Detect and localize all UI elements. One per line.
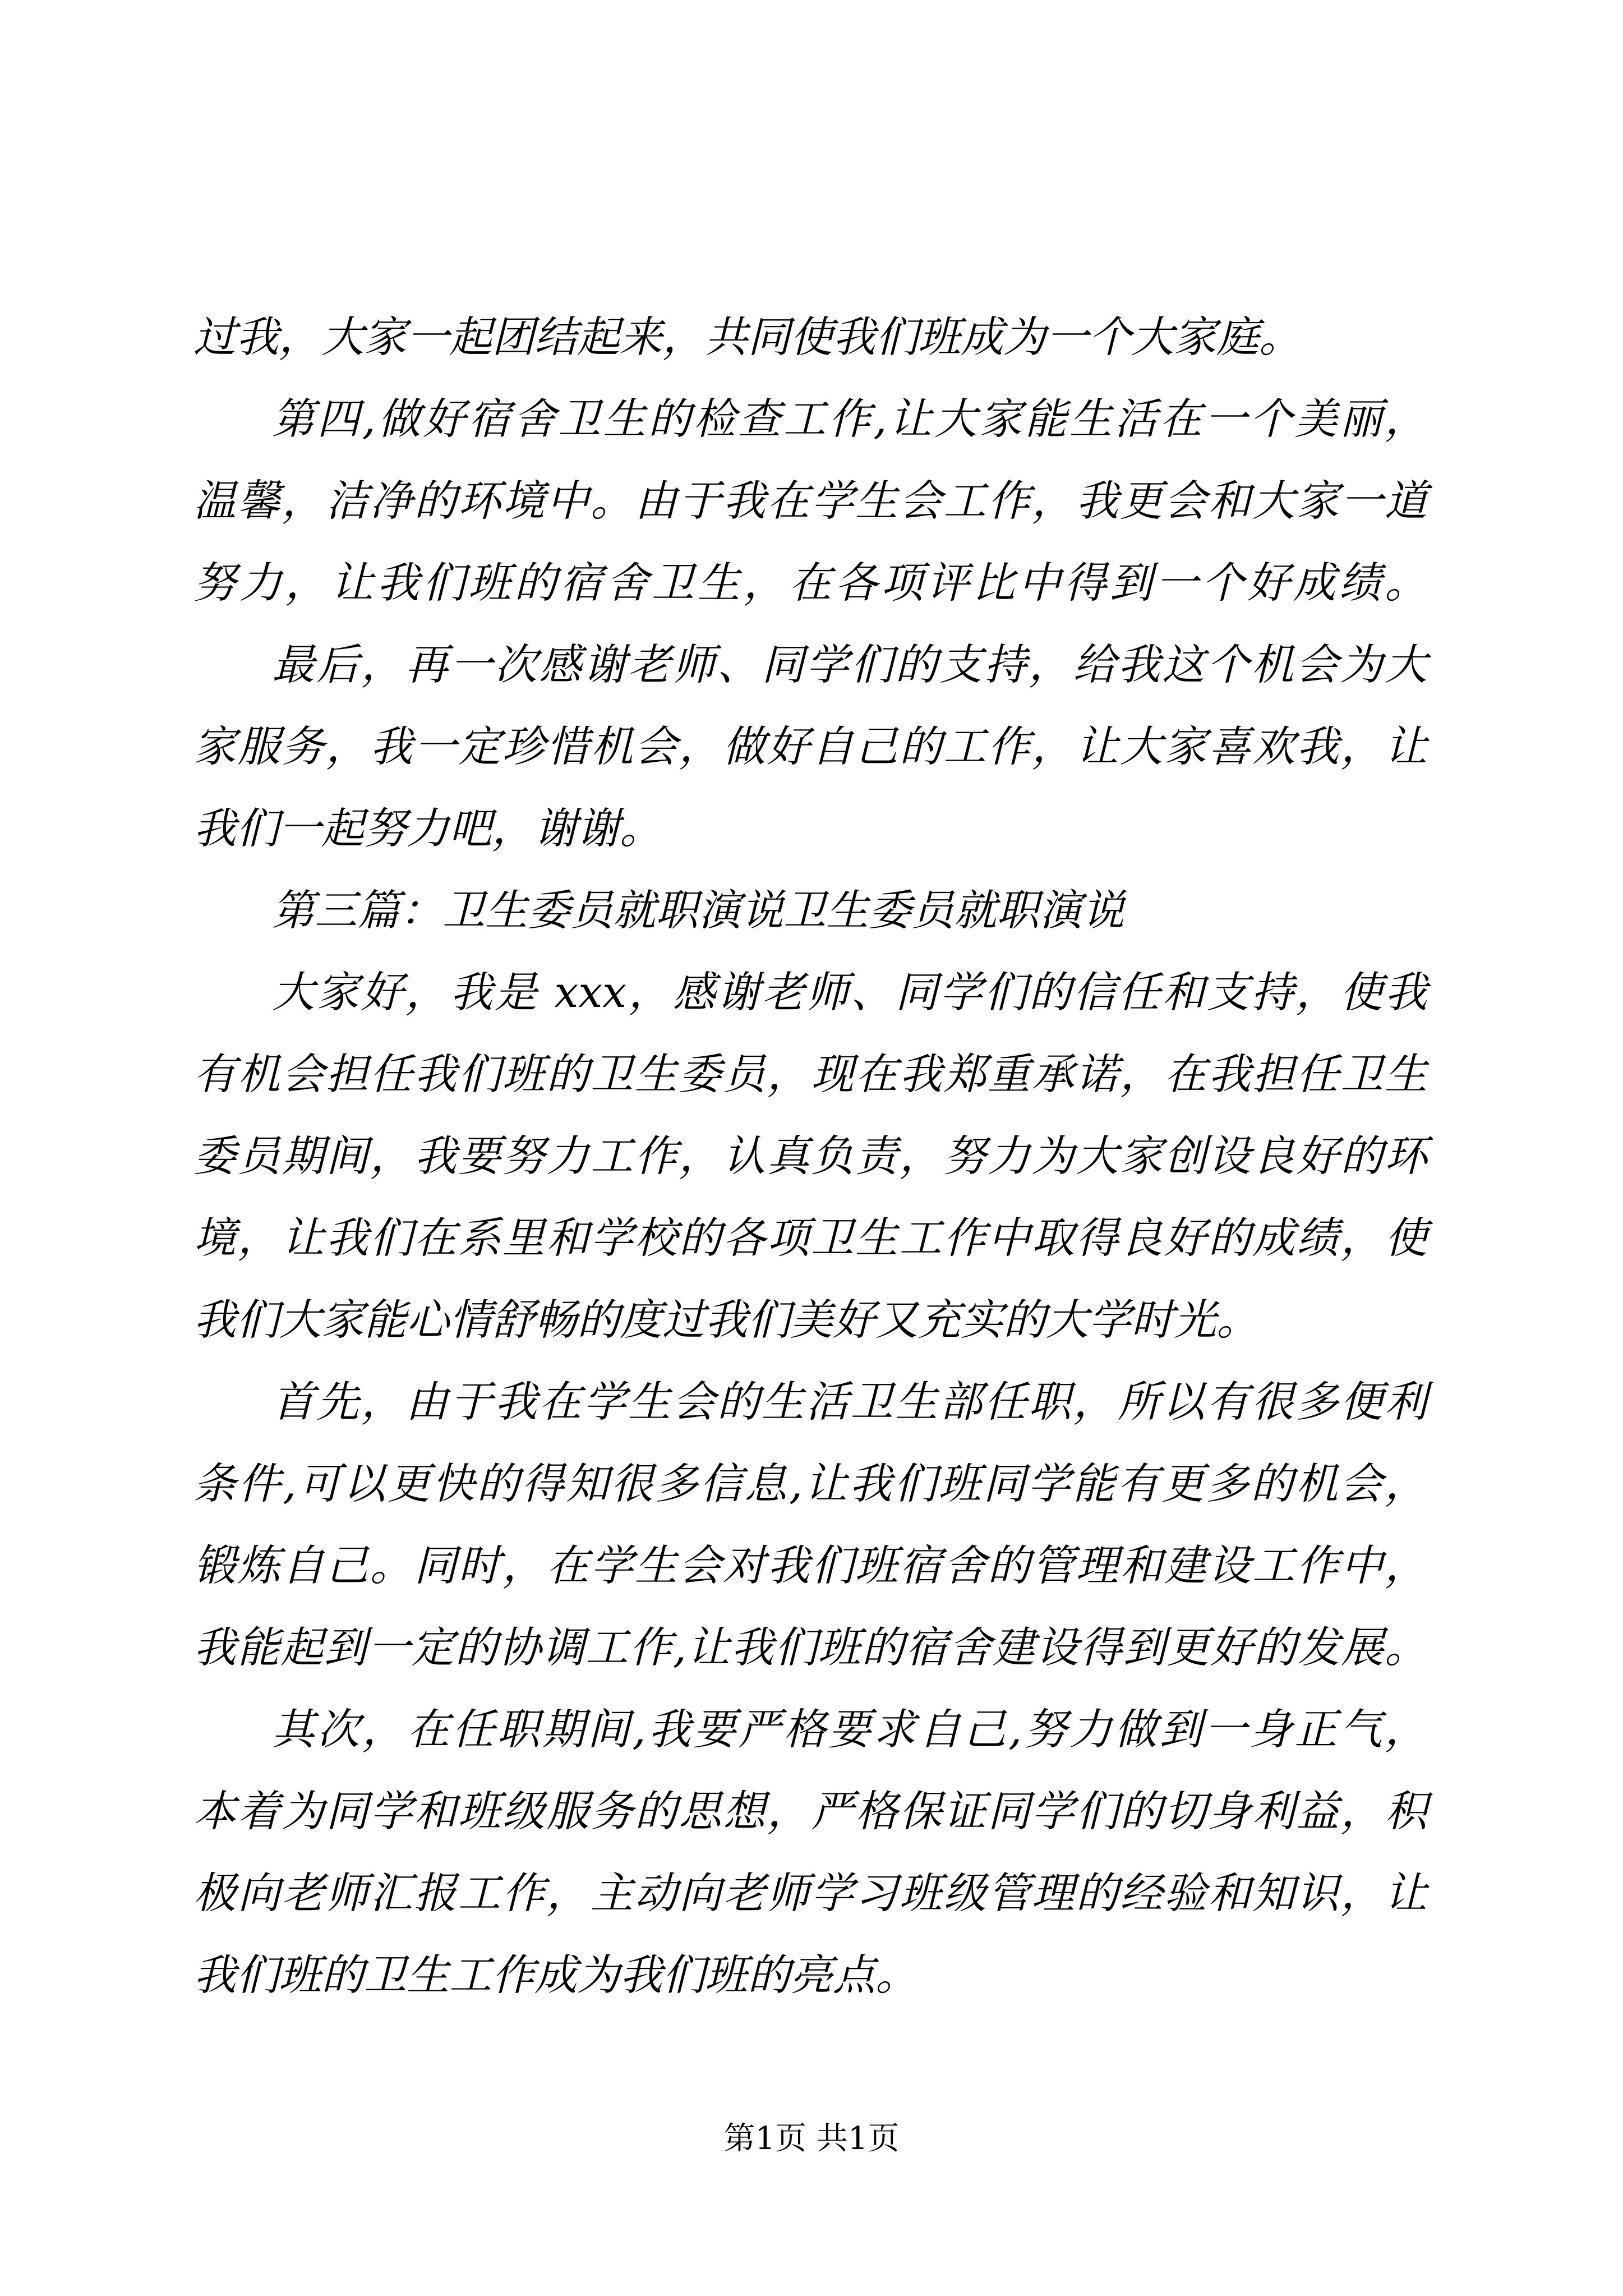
text-line: 锻炼自己。同时，在学生会对我们班宿舍的管理和建设工作中， [193, 1540, 1427, 1590]
text-line: 首先，由于我在学生会的生活卫生部任职，所以有很多便利 [272, 1377, 1427, 1427]
text-line: 极向老师汇报工作，主动向老师学习班级管理的经验和知识，让 [193, 1868, 1427, 1918]
text-line: 我们大家能心情舒畅的度过我们美好又充实的大学时光。 [193, 1295, 1259, 1345]
text-line: 第四,做好宿舍卫生的检查工作,让大家能生活在一个美丽， [272, 394, 1427, 444]
text-line: 温馨，洁净的环境中。由于我在学生会工作，我更会和大家一道 [193, 476, 1427, 526]
text-line: 最后，再一次感谢老师、同学们的支持，给我这个机会为大 [272, 639, 1427, 689]
text-line: 境，让我们在系里和学校的各项卫生工作中取得良好的成绩，使 [193, 1213, 1427, 1263]
text-line: 努力，让我们班的宿舍卫生，在各项评比中得到一个好成绩。 [193, 558, 1427, 608]
text-line: 家服务，我一定珍惜机会，做好自己的工作，让大家喜欢我，让 [193, 721, 1427, 771]
text-line: 过我，大家一起团结起来，共同使我们班成为一个大家庭。 [193, 312, 1302, 362]
page-footer [0, 2122, 1623, 2156]
text-line: 我们班的卫生工作成为我们班的亮点。 [193, 1950, 918, 2000]
text-line: 我们一起努力吧，谢谢。 [193, 803, 662, 853]
text-line: 委员期间，我要努力工作，认真负责，努力为大家创设良好的环 [193, 1131, 1427, 1181]
page-number-label: 第1页 共1页 [723, 2120, 900, 2157]
document-body [193, 296, 1427, 2016]
text-line: 大家好，我是 xxx，感谢老师、同学们的信任和支持，使我 [272, 967, 1427, 1017]
text-line: 有机会担任我们班的卫生委员，现在我郑重承诺，在我担任卫生 [193, 1049, 1427, 1099]
text-line: 我能起到一定的协调工作,让我们班的宿舍建设得到更好的发展。 [193, 1622, 1427, 1672]
text-line: 其次，在任职期间,我要严格要求自己,努力做到一身正气， [272, 1704, 1427, 1754]
text-line: 第三篇：卫生委员就职演说卫生委员就职演说 [272, 885, 1124, 935]
text-line: 本着为同学和班级服务的思想，严格保证同学们的切身利益，积 [193, 1786, 1427, 1836]
text-line: 条件,可以更快的得知很多信息,让我们班同学能有更多的机会， [193, 1458, 1427, 1508]
